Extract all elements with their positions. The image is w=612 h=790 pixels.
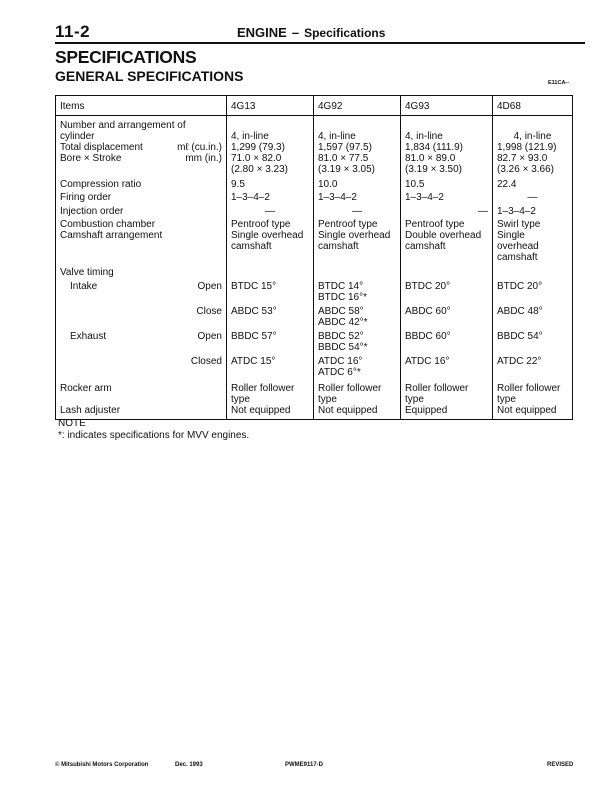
table-cell: Pentroof type	[227, 217, 314, 230]
table-row	[56, 142, 573, 153]
table-cell: 4, in-line	[314, 116, 401, 143]
cell-value: Double overhead	[405, 230, 482, 241]
footer-doc-number: PWME9117-D	[285, 762, 324, 768]
cell-value: (2.80 × 3.23)	[231, 164, 288, 175]
table-cell: 1,299 (79.3)	[227, 142, 314, 153]
cell-value: BBDC 52°	[318, 331, 364, 342]
cell-value: Single overhead	[497, 230, 539, 252]
cell-value: —	[352, 206, 362, 217]
section-dash: –	[291, 25, 300, 40]
table-row	[56, 263, 573, 278]
table-row	[56, 153, 573, 175]
cell-value: BTDC 20°	[405, 281, 451, 292]
cell-value: Roller follower	[318, 383, 382, 394]
cell-value: type	[497, 394, 516, 405]
table-cell: 1–3–4–2	[314, 190, 401, 203]
row-unit: mm (in.)	[185, 153, 222, 164]
table-row	[56, 203, 573, 217]
table-cell: 1,597 (97.5)	[314, 142, 401, 153]
cell-value: camshaft	[497, 252, 538, 263]
table-cell: 1,998 (121.9)	[493, 142, 573, 153]
table-cell: 9.5	[227, 175, 314, 190]
row-label: Camshaft arrangement	[56, 230, 227, 263]
cell-value: ABDC 48°	[497, 306, 543, 317]
table-row	[56, 116, 573, 143]
page-title: SPECIFICATIONS	[55, 47, 197, 67]
table-cell: 1–3–4–2	[227, 190, 314, 203]
row-label: cylinder	[60, 131, 95, 142]
table-row	[56, 190, 573, 203]
cell-value: 81.0 × 77.5	[318, 153, 369, 164]
cell-value: (3.19 × 3.05)	[318, 164, 375, 175]
note-block	[58, 418, 249, 442]
cell-value: ATDC 16°	[318, 356, 363, 367]
table-cell: Not equipped	[314, 405, 401, 420]
table-row	[56, 328, 573, 353]
row-sublabel: Close	[196, 306, 222, 317]
table-header-row	[56, 96, 573, 116]
cell-value: —	[265, 206, 275, 217]
cell-value: BBDC 60°	[405, 331, 451, 342]
cell-value: camshaft	[231, 241, 272, 252]
table-cell: Pentroof type	[401, 217, 493, 230]
cell-value: ATDC 6°*	[318, 367, 361, 378]
row-label: Combustion chamber	[56, 217, 227, 230]
row-label: Intake	[70, 281, 98, 292]
header-rule	[55, 42, 585, 44]
cell-value: BBDC 57°	[231, 331, 277, 342]
cell-value: 71.0 × 82.0	[231, 153, 282, 164]
cell-value: type	[405, 394, 424, 405]
cell-value: 82.7 × 93.0	[497, 153, 548, 164]
column-header-4d68: 4D68	[493, 96, 573, 116]
section-title	[237, 25, 385, 40]
table-cell: Not equipped	[227, 405, 314, 420]
cell-value: (3.26 × 3.66)	[497, 164, 554, 175]
cell-value: Single overhead	[318, 230, 391, 241]
table-cell: 22.4	[493, 175, 573, 190]
table-row	[56, 353, 573, 378]
cell-value: BTDC 16°*	[318, 292, 368, 303]
cell-value: type	[318, 394, 337, 405]
table-cell: Pentroof type	[314, 217, 401, 230]
row-label: Valve timing	[56, 263, 227, 278]
cell-value: —	[478, 206, 488, 217]
cell-value: ATDC 15°	[231, 356, 276, 367]
table-cell: 10.5	[401, 175, 493, 190]
row-label: Number and arrangement of	[60, 120, 186, 131]
cell-value: camshaft	[318, 241, 359, 252]
specifications-table	[55, 95, 573, 420]
footer-date: Dec. 1993	[175, 762, 203, 768]
cell-value: type	[231, 394, 250, 405]
row-label: Exhaust	[70, 331, 107, 342]
cell-value: ABDC 60°	[405, 306, 451, 317]
footer-status: REVISED	[547, 762, 574, 768]
row-sublabel: Closed	[190, 356, 222, 367]
footer-company: © Mitsubishi Motors Corporation	[55, 762, 149, 768]
cell-value: BBDC 54°*	[318, 342, 368, 353]
cell-value: 81.0 × 89.0	[405, 153, 456, 164]
cell-value: BBDC 54°	[497, 331, 543, 342]
page-number: 11-2	[55, 22, 91, 41]
row-label: Rocker arm	[56, 378, 227, 405]
cell-value: ABDC 53°	[231, 306, 277, 317]
table-cell: 1–3–4–2	[401, 190, 493, 203]
cell-value: Single overhead	[231, 230, 304, 241]
table-row	[56, 303, 573, 328]
row-label: Lash adjuster	[56, 405, 227, 420]
cell-value: camshaft	[405, 241, 446, 252]
cell-value: (3.19 × 3.50)	[405, 164, 462, 175]
table-cell: 1–3–4–2	[493, 203, 573, 217]
cell-value: Roller follower	[231, 383, 295, 394]
row-label: Bore × Stroke	[60, 153, 122, 164]
cell-value: ATDC 22°	[497, 356, 542, 367]
cell-value: —	[527, 192, 538, 203]
section-name: ENGINE	[237, 25, 287, 40]
table-cell: 4, in-line	[401, 116, 493, 143]
row-unit: mℓ (cu.in.)	[177, 142, 222, 153]
table-cell: 1,834 (111.9)	[401, 142, 493, 153]
table-row	[56, 278, 573, 303]
row-label: Compression ratio	[56, 175, 227, 190]
table-cell: Swirl type	[493, 217, 573, 230]
cell-value: 4, in-line	[513, 131, 552, 142]
row-sublabel: Open	[197, 331, 222, 342]
table-row	[56, 230, 573, 263]
table-row	[56, 378, 573, 405]
cell-value: BTDC 14°	[318, 281, 364, 292]
table-row	[56, 175, 573, 190]
note-heading: NOTE	[58, 418, 86, 429]
row-sublabel: Open	[197, 281, 222, 292]
section-subtitle: GENERAL SPECIFICATIONS	[55, 68, 244, 84]
row-label: Firing order	[56, 190, 227, 203]
document-code: E11CA--	[548, 80, 570, 86]
subsection-name: Specifications	[304, 26, 386, 40]
column-header-4g93: 4G93	[401, 96, 493, 116]
column-header-4g13: 4G13	[227, 96, 314, 116]
cell-value: ABDC 42°*	[318, 317, 368, 328]
column-header-items: Items	[56, 96, 227, 116]
cell-value: ABDC 58°	[318, 306, 364, 317]
cell-value: Roller follower	[405, 383, 469, 394]
table-cell: 10.0	[314, 175, 401, 190]
cell-value: BTDC 15°	[231, 281, 277, 292]
table-cell	[493, 116, 573, 143]
cell-value: Roller follower	[497, 383, 561, 394]
cell-value: BTDC 20°	[497, 281, 543, 292]
column-header-4g92: 4G92	[314, 96, 401, 116]
table-cell: Not equipped	[493, 405, 573, 420]
page-header	[55, 20, 585, 42]
row-label: Injection order	[56, 203, 227, 217]
note-text: *: indicates specifications for MVV engines.	[58, 430, 250, 441]
row-label: Total displacement	[60, 142, 143, 153]
cell-value: ATDC 16°	[405, 356, 450, 367]
table-cell: 4, in-line	[227, 116, 314, 143]
table-row	[56, 217, 573, 230]
table-cell: Equipped	[401, 405, 493, 420]
